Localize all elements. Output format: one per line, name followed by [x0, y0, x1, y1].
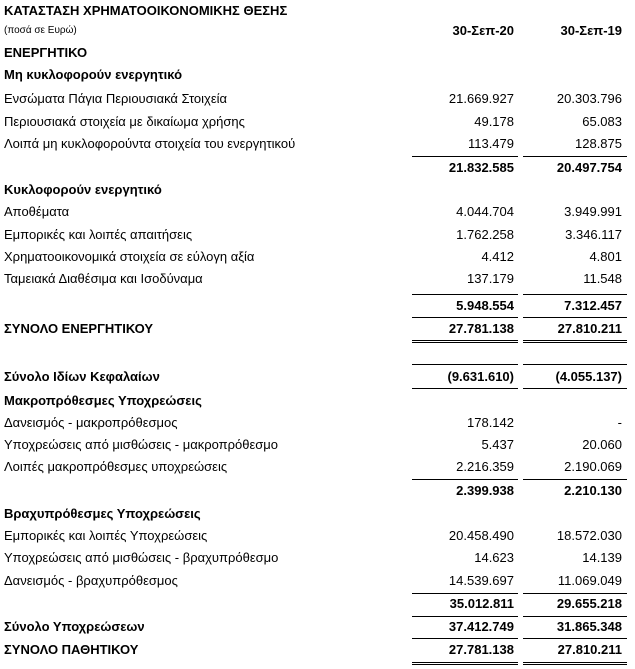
row-label: Περιουσιακά στοιχεία με δικαίωμα χρήσης: [4, 114, 245, 129]
equity-2019: (4.055.137): [555, 369, 622, 384]
total-rule: [523, 364, 627, 365]
double-rule: [523, 340, 627, 343]
double-rule: [412, 340, 518, 343]
table-row: [0, 201, 635, 223]
statement-title-row: [0, 0, 635, 22]
section-heading-row: [0, 390, 635, 412]
row-value-2019: 3.949.991: [564, 204, 622, 219]
table-row: [0, 268, 635, 290]
total-assets-2020: 27.781.138: [448, 321, 514, 336]
row-value-2020: 5.437: [481, 437, 514, 452]
subtotal-row: [0, 157, 635, 179]
equity-2020: (9.631.610): [447, 369, 514, 384]
current-total-2019: 7.312.457: [564, 298, 622, 313]
row-value-2020: 113.479: [467, 136, 514, 151]
shortterm-heading: Βραχυπρόθεσμες Υποχρεώσεις: [4, 506, 201, 521]
subtotal-row: [0, 480, 635, 502]
table-row: [0, 88, 635, 110]
row-label: Ταμειακά Διαθέσιμα και Ισοδύναμα: [4, 271, 203, 286]
total-liabilities-row: [0, 616, 635, 638]
row-value-2020: 21.669.927: [448, 91, 514, 106]
table-row: [0, 570, 635, 592]
row-value-2019: 18.572.030: [556, 528, 622, 543]
subtotal-row: [0, 593, 635, 615]
noncurrent-total-2019: 20.497.754: [556, 160, 622, 175]
row-label: Λοιπές μακροπρόθεσμες υποχρεώσεις: [4, 459, 228, 474]
longterm-total-2019: 2.210.130: [564, 483, 622, 498]
shortterm-total-2020: 35.012.811: [449, 596, 514, 611]
row-label: Υποχρεώσεις από μισθώσεις - μακροπρόθεσμο: [4, 437, 279, 452]
row-value-2019: 11.548: [583, 271, 622, 286]
row-value-2019: 128.875: [575, 136, 622, 151]
table-row: [0, 434, 635, 456]
current-heading: Κυκλοφορούν ενεργητικό: [4, 182, 162, 197]
row-value-2020: 1.762.258: [456, 227, 514, 242]
total-rule: [412, 364, 518, 365]
equity-row: [0, 366, 635, 388]
section-heading-row: [0, 179, 635, 201]
table-row: [0, 246, 635, 268]
table-row: [0, 224, 635, 246]
row-value-2019: 65.083: [582, 114, 622, 129]
row-value-2020: 178.142: [467, 415, 514, 430]
row-value-2020: 137.179: [467, 271, 514, 286]
row-value-2019: 11.069.049: [557, 573, 622, 588]
total-rule: [523, 388, 627, 389]
row-label: Ενσώματα Πάγια Περιουσιακά Στοιχεία: [4, 91, 228, 106]
longterm-total-2020: 2.399.938: [456, 483, 514, 498]
total-rule: [412, 388, 518, 389]
noncurrent-total-2020: 21.832.585: [448, 160, 514, 175]
row-value-2019: 20.060: [582, 437, 622, 452]
row-label: Αποθέματα: [4, 204, 70, 219]
row-value-2019: 20.303.796: [556, 91, 622, 106]
total-assets-row: [0, 318, 635, 340]
noncurrent-heading: Μη κυκλοφορούν ενεργητικό: [4, 67, 183, 82]
double-rule: [412, 662, 518, 665]
row-value-2019: 2.190.069: [564, 459, 622, 474]
total-equity-liabilities-label: ΣΥΝΟΛΟ ΠΑΘΗΤΙΚΟΥ: [4, 642, 139, 657]
row-value-2020: 4.044.704: [456, 204, 514, 219]
table-row: [0, 412, 635, 434]
column-header-2020: 30-Σεπ-20: [452, 23, 514, 38]
total-liabilities-label: Σύνολο Υποχρεώσεων: [4, 619, 145, 634]
subtotal-row: [0, 295, 635, 317]
total-equity-liabilities-2020: 27.781.138: [448, 642, 514, 657]
row-label: Εμπορικές και λοιπές Υποχρεώσεις: [4, 528, 208, 543]
row-value-2020: 14.539.697: [448, 573, 514, 588]
section-heading-row: [0, 503, 635, 525]
row-value-2020: 4.412: [481, 249, 514, 264]
row-label: Δανεισμός - μακροπρόθεσμος: [4, 415, 178, 430]
row-label: Λοιπά μη κυκλοφορούντα στοιχεία του ενεργητικού: [4, 136, 296, 151]
total-equity-liabilities-row: [0, 639, 635, 661]
total-liabilities-2020: 37.412.749: [448, 619, 514, 634]
row-label: Εμπορικές και λοιπές απαιτήσεις: [4, 227, 193, 242]
shortterm-total-2019: 29.655.218: [556, 596, 622, 611]
total-liabilities-2019: 31.865.348: [556, 619, 622, 634]
currency-note: (ποσά σε Ευρώ): [4, 25, 77, 36]
row-label: Δανεισμός - βραχυπρόθεσμος: [4, 573, 178, 588]
row-value-2019: -: [617, 415, 622, 430]
row-value-2019: 4.801: [589, 249, 622, 264]
total-assets-2019: 27.810.211: [557, 321, 622, 336]
row-label: Χρηματοοικονομικά στοιχεία σε εύλογη αξία: [4, 249, 255, 264]
longterm-heading: Μακροπρόθεσμες Υποχρεώσεις: [4, 393, 202, 408]
row-value-2020: 20.458.490: [448, 528, 514, 543]
total-equity-liabilities-2019: 27.810.211: [557, 642, 622, 657]
column-header-2019: 30-Σεπ-19: [560, 23, 622, 38]
column-header-row: [0, 20, 635, 42]
assets-heading-row: [0, 42, 635, 64]
table-row: [0, 547, 635, 569]
total-assets-label: ΣΥΝΟΛΟ ΕΝΕΡΓΗΤΙΚΟΥ: [4, 321, 154, 336]
double-rule: [523, 662, 627, 665]
table-row: [0, 133, 635, 155]
assets-heading: ΕΝΕΡΓΗΤΙΚΟ: [4, 45, 88, 60]
table-row: [0, 456, 635, 478]
equity-label: Σύνολο Ιδίων Κεφαλαίων: [4, 369, 160, 384]
table-row: [0, 525, 635, 547]
table-row: [0, 111, 635, 133]
current-total-2020: 5.948.554: [456, 298, 514, 313]
statement-title: ΚΑΤΑΣΤΑΣΗ ΧΡΗΜΑΤΟΟΙΚΟΝΟΜΙΚΗΣ ΘΕΣΗΣ: [4, 3, 288, 18]
row-label: Υποχρεώσεις από μισθώσεις - βραχυπρόθεσμο: [4, 550, 279, 565]
row-value-2019: 14.139: [582, 550, 622, 565]
row-value-2019: 3.346.117: [565, 227, 622, 242]
row-value-2020: 2.216.359: [456, 459, 514, 474]
row-value-2020: 14.623: [474, 550, 514, 565]
section-heading-row: [0, 64, 635, 86]
row-value-2020: 49.178: [474, 114, 514, 129]
